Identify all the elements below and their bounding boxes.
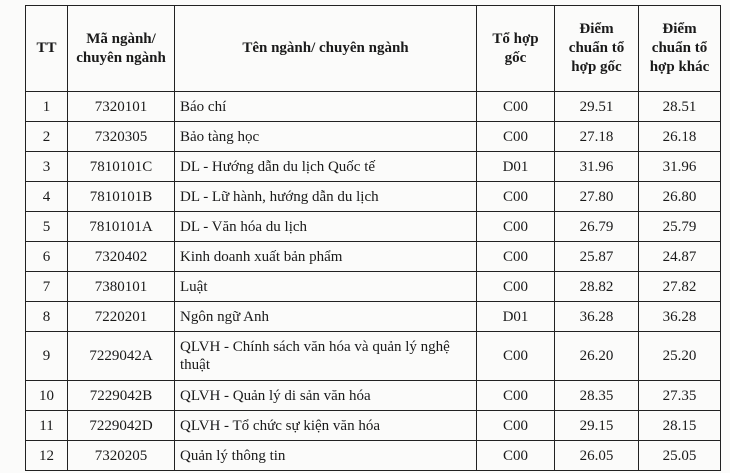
cell-score-other: 28.15 xyxy=(639,411,721,441)
table-row xyxy=(26,381,721,411)
cell-name: QLVH - Chính sách văn hóa và quản lý nghệ thuật xyxy=(175,332,477,381)
cell-score-other: 36.28 xyxy=(639,302,721,332)
cell-tt: 4 xyxy=(26,182,68,212)
cell-name: Luật xyxy=(175,272,477,302)
cell-score-orig: 28.82 xyxy=(555,272,639,302)
cell-code: 7320305 xyxy=(68,122,175,152)
cell-tt: 2 xyxy=(26,122,68,152)
cell-code: 7229042A xyxy=(68,332,175,381)
cell-tt: 12 xyxy=(26,441,68,471)
cell-score-orig: 27.18 xyxy=(555,122,639,152)
header-name: Tên ngành/ chuyên ngành xyxy=(175,6,477,92)
cell-code: 7229042B xyxy=(68,381,175,411)
cell-tt: 9 xyxy=(26,332,68,381)
cell-combo: C00 xyxy=(477,92,555,122)
cell-combo: C00 xyxy=(477,272,555,302)
cell-name: QLVH - Tổ chức sự kiện văn hóa xyxy=(175,411,477,441)
cell-combo: D01 xyxy=(477,302,555,332)
cell-name: Quản lý thông tin xyxy=(175,441,477,471)
cell-name: QLVH - Quản lý di sản văn hóa xyxy=(175,381,477,411)
cell-tt: 3 xyxy=(26,152,68,182)
cell-score-other: 31.96 xyxy=(639,152,721,182)
table-row xyxy=(26,122,721,152)
cell-combo: C00 xyxy=(477,122,555,152)
cell-combo: C00 xyxy=(477,182,555,212)
cell-combo: C00 xyxy=(477,411,555,441)
cell-combo: C00 xyxy=(477,332,555,381)
header-combo: Tổ hợp gốc xyxy=(477,6,555,92)
cell-code: 7320205 xyxy=(68,441,175,471)
cell-score-other: 24.87 xyxy=(639,242,721,272)
cell-score-orig: 31.96 xyxy=(555,152,639,182)
cell-combo: D01 xyxy=(477,152,555,182)
cell-score-other: 25.79 xyxy=(639,212,721,242)
cell-name: Kinh doanh xuất bản phẩm xyxy=(175,242,477,272)
table-row xyxy=(26,182,721,212)
cell-score-orig: 25.87 xyxy=(555,242,639,272)
cell-tt: 7 xyxy=(26,272,68,302)
cell-score-orig: 26.79 xyxy=(555,212,639,242)
table-row xyxy=(26,302,721,332)
cell-code: 7320402 xyxy=(68,242,175,272)
cell-score-orig: 26.20 xyxy=(555,332,639,381)
table-row xyxy=(26,332,721,381)
cell-name: DL - Văn hóa du lịch xyxy=(175,212,477,242)
cell-combo: C00 xyxy=(477,242,555,272)
cell-score-orig: 29.15 xyxy=(555,411,639,441)
cell-code: 7380101 xyxy=(68,272,175,302)
cell-code: 7810101A xyxy=(68,212,175,242)
table-header-row xyxy=(26,6,721,92)
cell-name: Báo chí xyxy=(175,92,477,122)
cell-score-orig: 36.28 xyxy=(555,302,639,332)
cell-code: 7320101 xyxy=(68,92,175,122)
cell-name: Bảo tàng học xyxy=(175,122,477,152)
cell-name: Ngôn ngữ Anh xyxy=(175,302,477,332)
cell-code: 7810101B xyxy=(68,182,175,212)
cell-score-other: 26.18 xyxy=(639,122,721,152)
cell-score-other: 27.35 xyxy=(639,381,721,411)
table-row xyxy=(26,212,721,242)
header-code: Mã ngành/ chuyên ngành xyxy=(68,6,175,92)
header-score-orig: Điểm chuẩn tổ hợp gốc xyxy=(555,6,639,92)
cell-combo: C00 xyxy=(477,441,555,471)
cell-tt: 8 xyxy=(26,302,68,332)
cell-code: 7220201 xyxy=(68,302,175,332)
cell-tt: 1 xyxy=(26,92,68,122)
cell-score-orig: 26.05 xyxy=(555,441,639,471)
table-row xyxy=(26,152,721,182)
header-tt: TT xyxy=(26,6,68,92)
cell-score-orig: 28.35 xyxy=(555,381,639,411)
table-row xyxy=(26,411,721,441)
cell-name: DL - Lữ hành, hướng dẫn du lịch xyxy=(175,182,477,212)
cell-score-orig: 27.80 xyxy=(555,182,639,212)
cell-tt: 11 xyxy=(26,411,68,441)
cell-score-other: 25.05 xyxy=(639,441,721,471)
cell-code: 7810101C xyxy=(68,152,175,182)
cell-tt: 5 xyxy=(26,212,68,242)
cell-name: DL - Hướng dẫn du lịch Quốc tế xyxy=(175,152,477,182)
cell-combo: C00 xyxy=(477,381,555,411)
table-row xyxy=(26,441,721,471)
table-row xyxy=(26,92,721,122)
cell-score-other: 25.20 xyxy=(639,332,721,381)
cell-score-other: 28.51 xyxy=(639,92,721,122)
table-row xyxy=(26,242,721,272)
cell-tt: 10 xyxy=(26,381,68,411)
cell-score-other: 27.82 xyxy=(639,272,721,302)
admission-score-table xyxy=(25,5,721,471)
cell-score-other: 26.80 xyxy=(639,182,721,212)
cell-tt: 6 xyxy=(26,242,68,272)
cell-code: 7229042D xyxy=(68,411,175,441)
cell-score-orig: 29.51 xyxy=(555,92,639,122)
table-row xyxy=(26,272,721,302)
cell-combo: C00 xyxy=(477,212,555,242)
header-score-other: Điểm chuẩn tổ hợp khác xyxy=(639,6,721,92)
